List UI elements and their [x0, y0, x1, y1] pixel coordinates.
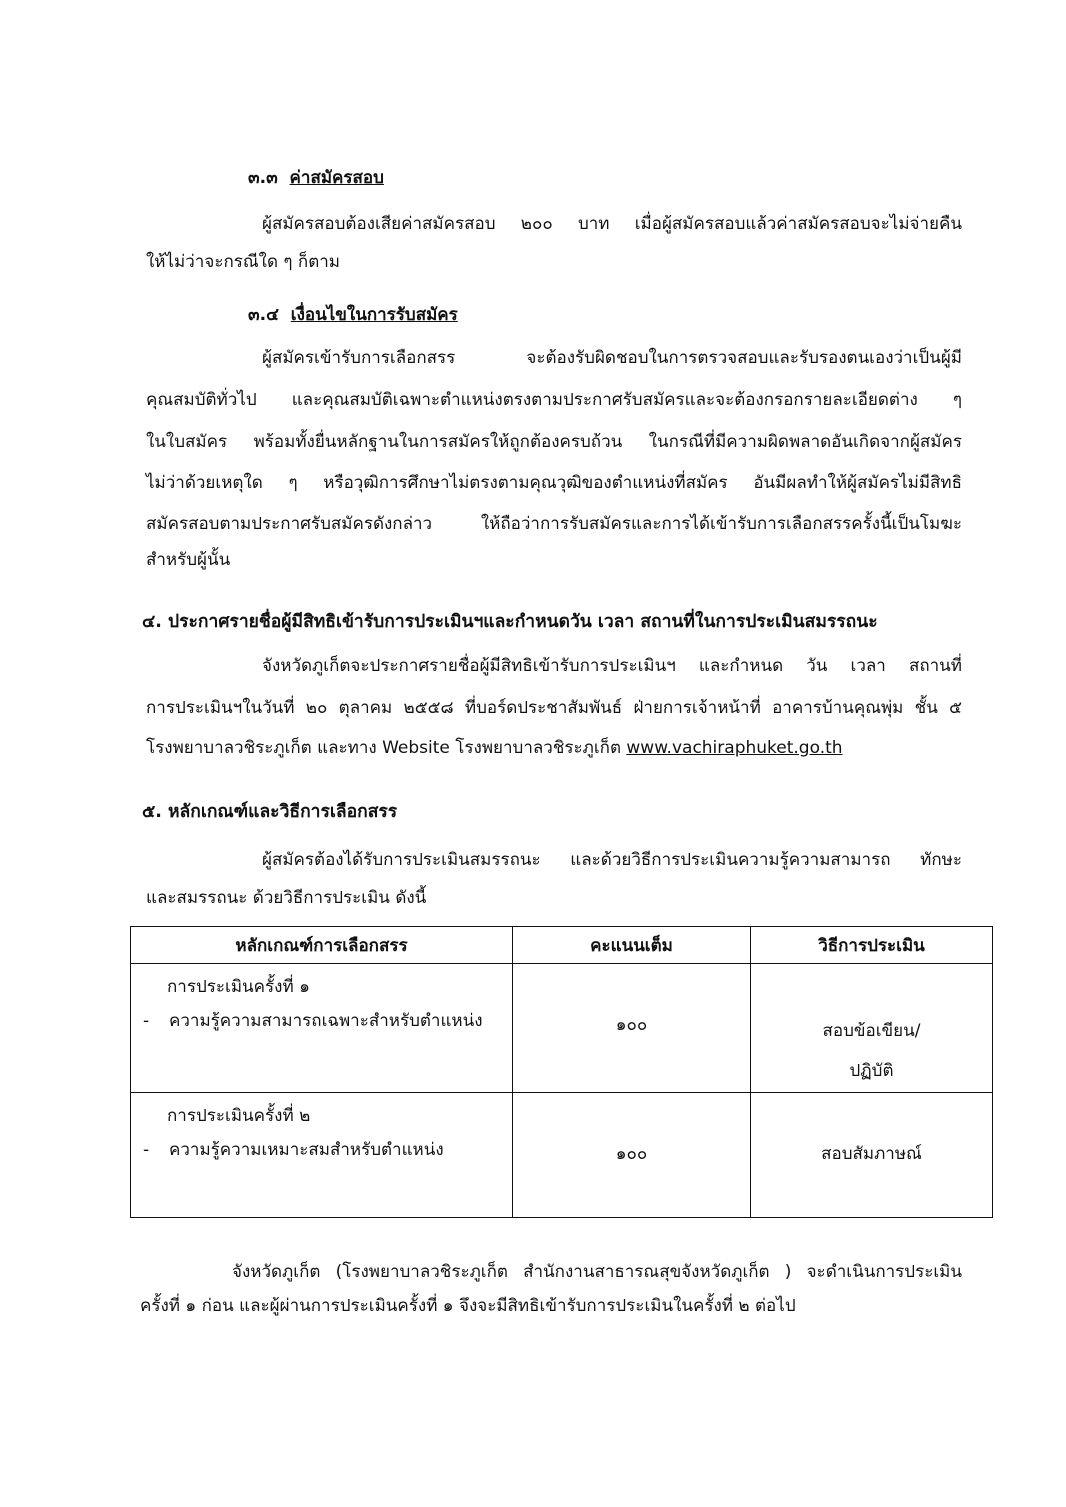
- criteria-cell: [131, 1093, 513, 1218]
- criteria-item: [143, 1004, 512, 1038]
- round-label: การประเมินครั้งที่ ๒: [167, 1106, 311, 1126]
- method-line-2: ปฏิบัติ: [849, 1061, 894, 1081]
- section-3-4-title: เงื่อนไขในการรับสมัคร: [290, 305, 458, 325]
- section-3-4-line-4: ไม่ว่าด้วยเหตุใด ๆ หรือวุฒิการศึกษาไม่ตรงตามคุณวุฒิของตำแหน่งที่สมัคร อันมีผลทำให้ผู้สมัครไม่มีสิทธิ: [146, 473, 962, 493]
- criteria-item: [143, 1133, 512, 1167]
- header-full-score: คะแนนเต็ม: [513, 927, 751, 964]
- score-cell: [513, 964, 751, 1093]
- header-method: วิธีการประเมิน: [751, 927, 993, 964]
- criteria-cell: [131, 964, 513, 1093]
- section-3-4-line-2: คุณสมบัติทั่วไป และคุณสมบัติเฉพาะตำแหน่งตรงตามประกาศรับสมัครและจะต้องกรอกรายละเอียดต่าง ๆ: [146, 390, 962, 410]
- table-row: [131, 1093, 993, 1218]
- section-4-line-1: จังหวัดภูเก็ตจะประกาศรายชื่อผู้มีสิทธิเข้ารับการประเมินฯ และกำหนด วัน เวลา สถานที่: [262, 656, 962, 676]
- section-3-4-line-5: สมัครสอบตามประกาศรับสมัครดังกล่าว ให้ถือว่าการรับสมัครและการได้เข้ารับการเลือกสรรครั้งนี้เป็นโมฆะ: [146, 514, 962, 534]
- method-line-1: สอบสัมภาษณ์: [821, 1144, 922, 1164]
- section-5-line-1: ผู้สมัครต้องได้รับการประเมินสมรรถนะ และด้วยวิธีการประเมินความรู้ความสามารถ ทักษะ: [262, 850, 962, 870]
- section-4-heading: ๔. ประกาศรายชื่อผู้มีสิทธิเข้ารับการประเมินฯและกำหนดวัน เวลา สถานที่ในการประเมินสมรรถนะ: [142, 612, 878, 632]
- round-label: การประเมินครั้งที่ ๑: [167, 977, 310, 997]
- closing-line-2: ครั้งที่ ๑ ก่อน และผู้ผ่านการประเมินครั้งที่ ๑ จึงจะมีสิทธิเข้ารับการประเมินในครั้งที่ ๒ ต่อไป: [140, 1296, 796, 1316]
- method-cell: [751, 1093, 993, 1218]
- method-cell: [751, 964, 993, 1093]
- section-3-3-number: ๓.๓: [248, 168, 278, 188]
- section-3-3-line-2: ให้ไม่ว่าจะกรณีใด ๆ ก็ตาม: [146, 252, 341, 272]
- dash-bullet: -: [143, 1140, 150, 1160]
- section-3-4-number: ๓.๔: [248, 305, 279, 325]
- section-4-line-3: [146, 736, 843, 760]
- score-cell: [513, 1093, 751, 1218]
- section-3-4-line-1: ผู้สมัครเข้ารับการเลือกสรร จะต้องรับผิดชอบในการตรวจสอบและรับรองตนเองว่าเป็นผู้มี: [262, 348, 962, 368]
- section-5-heading: ๕. หลักเกณฑ์และวิธีการเลือกสรร: [142, 802, 398, 822]
- section-3-4-line-3: ในใบสมัคร พร้อมทั้งยื่นหลักฐานในการสมัครให้ถูกต้องครบถ้วน ในกรณีที่มีความผิดพลาดอันเกิดจากผู้สมัคร: [146, 432, 962, 452]
- closing-line-1: จังหวัดภูเก็ต (โรงพยาบาลวชิระภูเก็ต สำนักงานสาธารณสุขจังหวัดภูเก็ต ) จะดำเนินการประเมิน: [232, 1262, 962, 1282]
- criteria-item-text: ความรู้ความเหมาะสมสำหรับตำแหน่ง: [169, 1140, 444, 1160]
- table-row: [131, 964, 993, 1093]
- section-3-4-heading: [248, 303, 458, 327]
- website-link[interactable]: www.vachiraphuket.go.th: [626, 738, 843, 758]
- criteria-item-text: ความรู้ความสามารถเฉพาะสำหรับตำแหน่ง: [169, 1011, 483, 1031]
- header-criteria: หลักเกณฑ์การเลือกสรร: [131, 927, 513, 964]
- score-value: ๑๐๐: [615, 1144, 648, 1164]
- section-3-3-line-1: ผู้สมัครสอบต้องเสียค่าสมัครสอบ ๒๐๐ บาท เมื่อผู้สมัครสอบแล้วค่าสมัครสอบจะไม่จ่ายคืน: [262, 214, 962, 234]
- section-3-3-heading: [248, 166, 384, 190]
- method-line-1: สอบข้อเขียน/: [822, 1021, 921, 1041]
- section-5-line-2: และสมรรถนะ ด้วยวิธีการประเมิน ดังนี้: [146, 888, 427, 908]
- criteria-table: [130, 926, 993, 1218]
- table-header-row: [131, 927, 993, 964]
- score-value: ๑๐๐: [615, 1015, 648, 1035]
- section-4-line-2: การประเมินฯในวันที่ ๒๐ ตุลาคม ๒๕๕๘ ที่บอร์ดประชาสัมพันธ์ ฝ่ายการเจ้าหน้าที่ อาคารบ้านคุณพุ่ม ชั้น ๕: [146, 698, 962, 718]
- section-4-line-3-text: โรงพยาบาลวชิระภูเก็ต และทาง Website โรงพยาบาลวชิระภูเก็ต: [146, 738, 627, 758]
- section-3-3-title: ค่าสมัครสอบ: [289, 168, 384, 188]
- section-3-4-line-6: สำหรับผู้นั้น: [146, 550, 231, 570]
- dash-bullet: -: [143, 1011, 150, 1031]
